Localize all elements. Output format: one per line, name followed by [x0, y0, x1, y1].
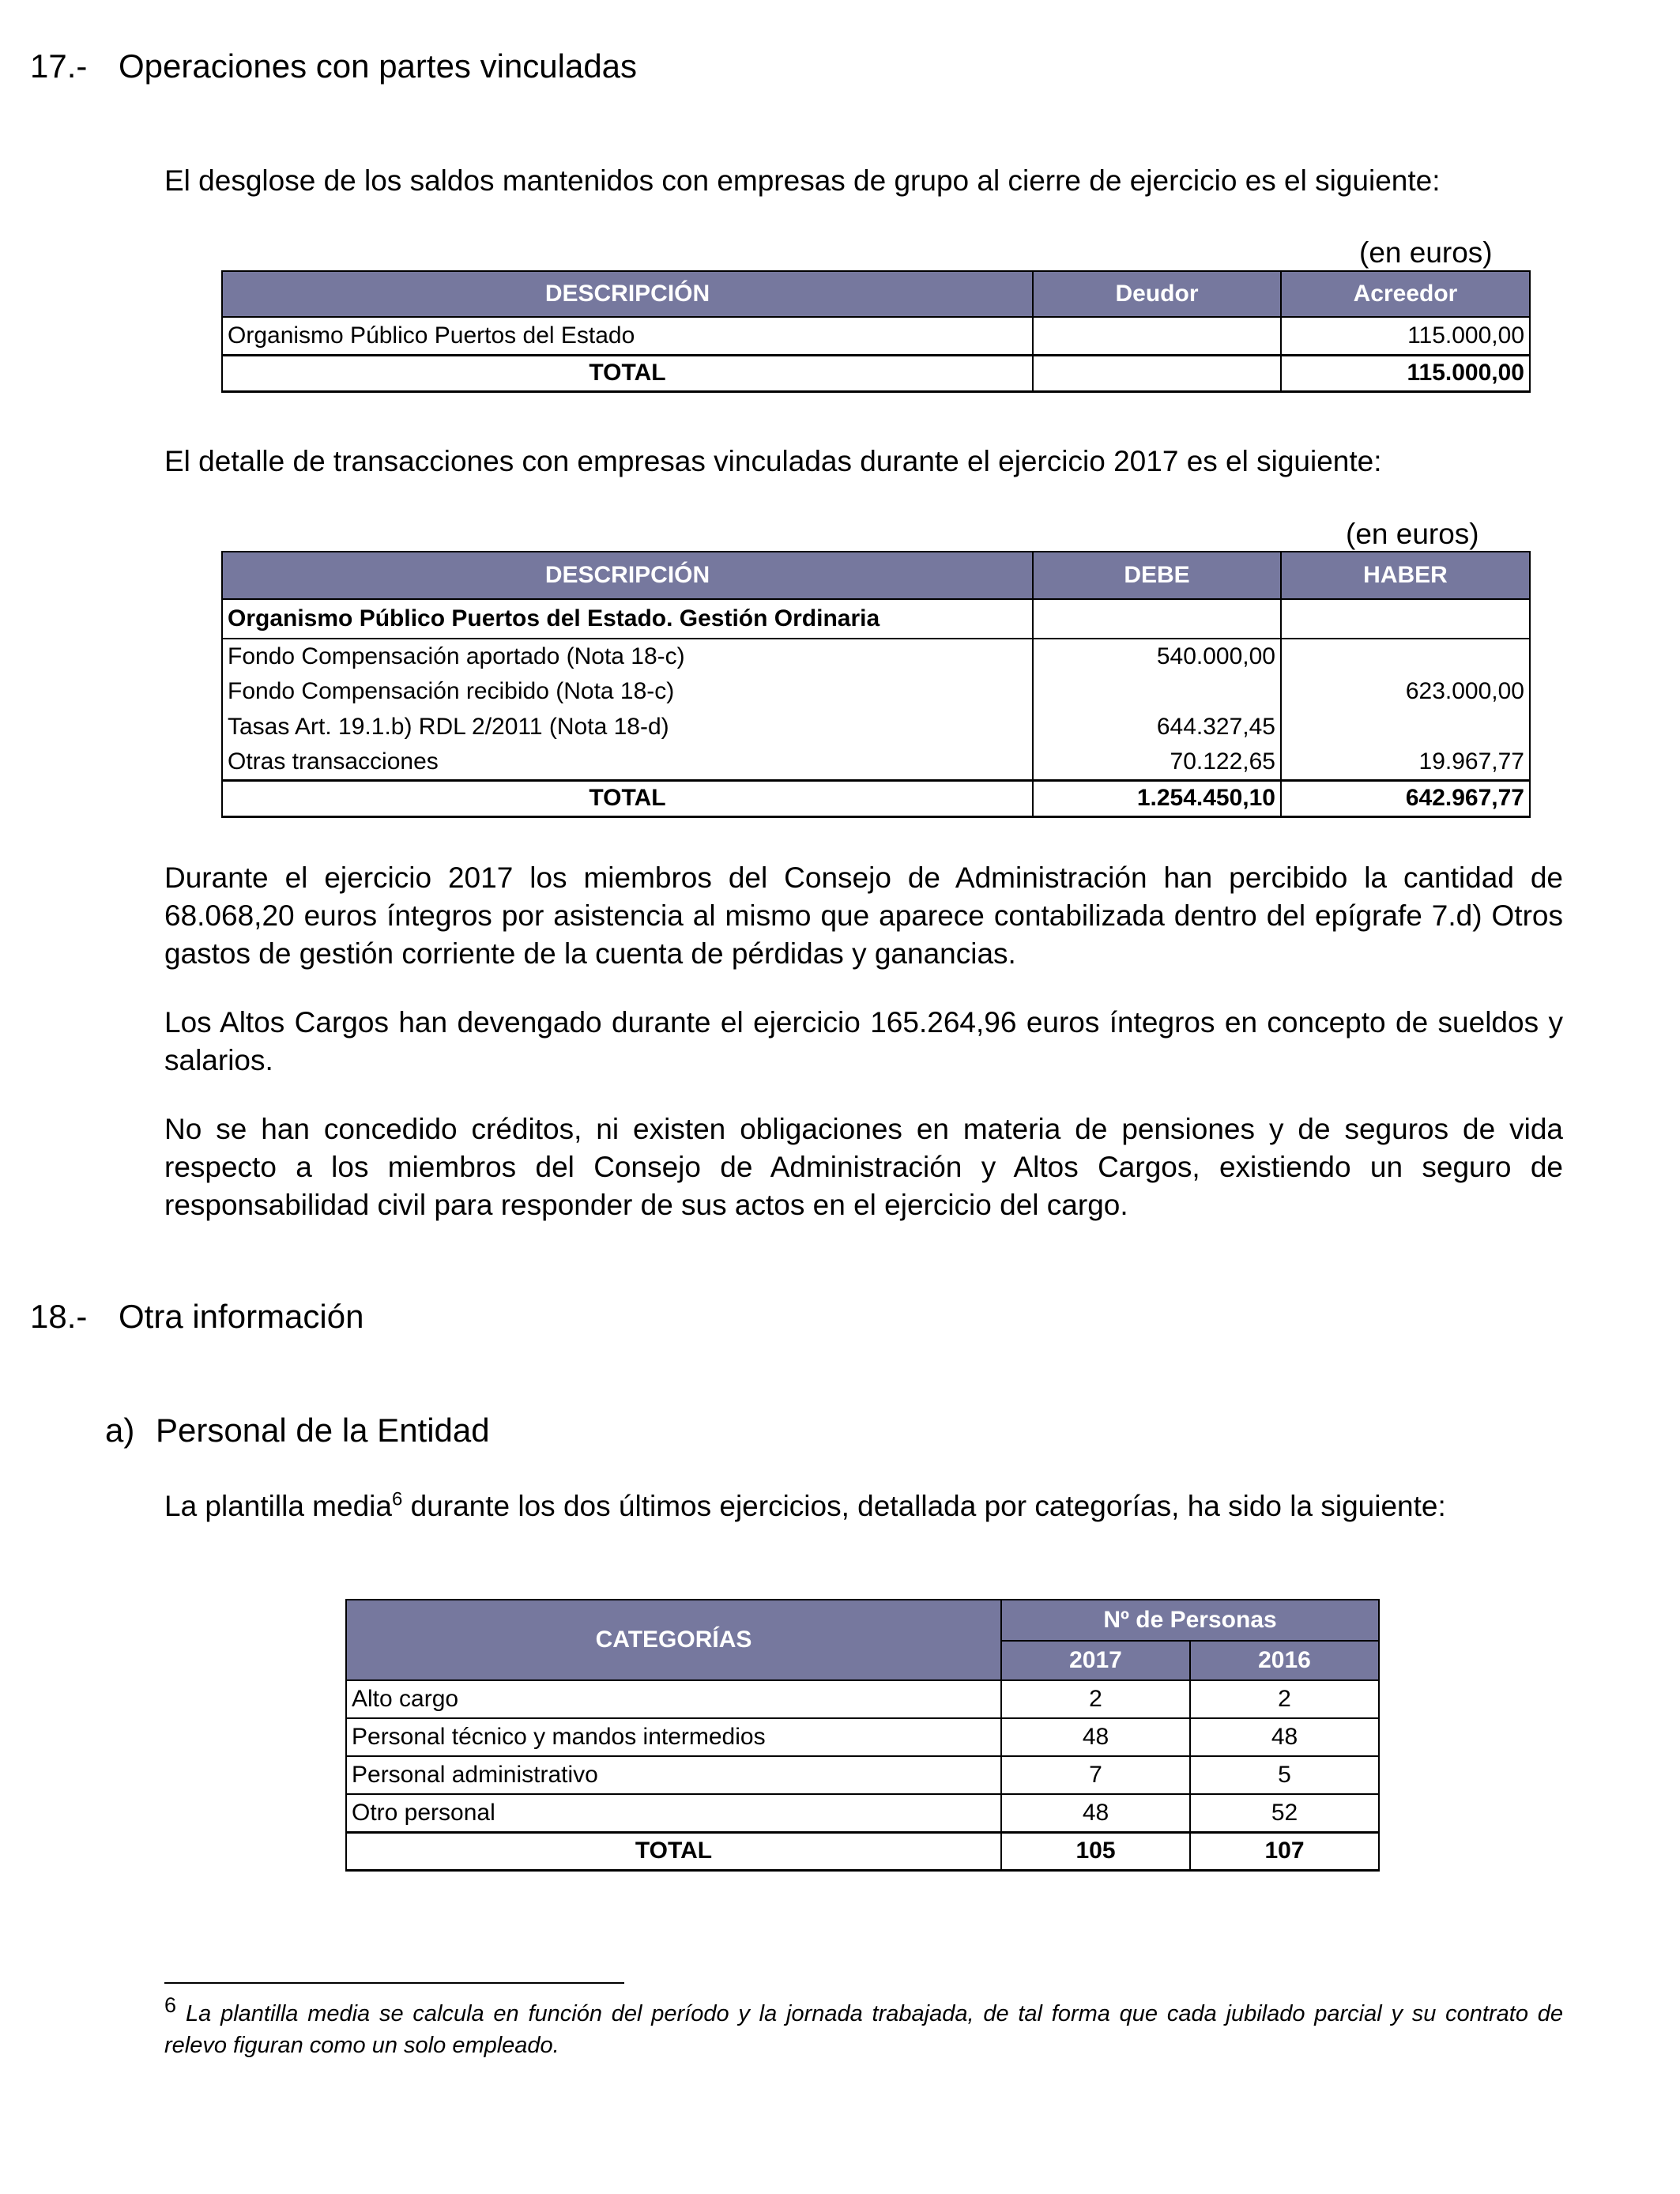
footnote-reference[interactable]: 6 — [391, 1488, 403, 1510]
section-18-number: 18.- — [30, 1298, 88, 1335]
unit-note-transactions: (en euros) — [1346, 518, 1479, 550]
paragraph-creditos: No se han concedido créditos, ni existen obligaciones en materia de pensiones y de seguros de vida respecto a los miembros del Consejo de Administración y Altos Cargos, existiendo un seguro de responsabilidad civil para responder de sus actos en el ejercicio del cargo. — [164, 1113, 1563, 1221]
footnote — [164, 1993, 1563, 2061]
table-row — [222, 317, 1530, 355]
balances-total-label: TOTAL — [222, 355, 1033, 391]
staff-header-categories: CATEGORÍAS — [346, 1600, 1001, 1680]
transactions-cell-desc: Tasas Art. 19.1.b) RDL 2/2011 (Nota 18-d) — [222, 709, 1033, 745]
balances-table — [221, 270, 1531, 393]
intro-balances: El desglose de los saldos mantenidos con empresas de grupo al cierre de ejercicio es el siguiente: — [164, 164, 1441, 197]
balances-total-row — [222, 355, 1530, 391]
staff-cell-2017: 48 — [1001, 1718, 1190, 1756]
staff-table — [345, 1599, 1380, 1872]
staff-cell-2017: 2 — [1001, 1680, 1190, 1718]
footnote-divider — [164, 1982, 624, 1984]
transactions-total-haber: 642.967,77 — [1281, 780, 1530, 816]
footnote-mark: 6 — [164, 1993, 177, 2018]
table-row — [222, 639, 1530, 673]
subsection-a-title: Personal de la Entidad — [156, 1412, 490, 1449]
staff-cell-2017: 48 — [1001, 1794, 1190, 1832]
transactions-cell-haber: 19.967,77 — [1281, 745, 1530, 780]
transactions-total-row — [222, 780, 1530, 816]
transactions-header-debe: DEBE — [1033, 552, 1281, 599]
staff-header-year-2017: 2017 — [1001, 1641, 1190, 1680]
balances-header-row — [222, 271, 1530, 317]
section-18-heading — [30, 1298, 820, 1336]
table-row — [222, 745, 1530, 780]
transactions-cell-haber — [1281, 709, 1530, 745]
transactions-total-label: TOTAL — [222, 780, 1033, 816]
staff-cell-category: Alto cargo — [346, 1680, 1001, 1718]
balances-header-acreedor: Acreedor — [1281, 271, 1530, 317]
section-17-heading — [30, 47, 820, 85]
subsection-a-label: a) — [105, 1412, 135, 1449]
transactions-cell-haber: 623.000,00 — [1281, 673, 1530, 709]
plantilla-paragraph — [164, 1487, 1446, 1525]
transactions-table — [221, 551, 1531, 818]
table-row — [346, 1756, 1379, 1794]
plantilla-text-after: durante los dos últimos ejercicios, detallada por categorías, ha sido la siguiente: — [402, 1490, 1446, 1522]
balances-cell-desc: Organismo Público Puertos del Estado — [222, 317, 1033, 355]
section-17-number: 17.- — [30, 47, 88, 85]
section-17-title: Operaciones con partes vinculadas — [119, 47, 638, 85]
transactions-cell-desc: Fondo Compensación recibido (Nota 18-c) — [222, 673, 1033, 709]
transactions-header-desc: DESCRIPCIÓN — [222, 552, 1033, 599]
footnote-text: La plantilla media se calcula en función del período y la jornada trabajada, de tal forma que cada jubilado parcial y su contrato de relevo figuran como un solo empleado. — [164, 2001, 1563, 2058]
staff-header-row-1 — [346, 1600, 1379, 1641]
transactions-header-haber: HABER — [1281, 552, 1530, 599]
staff-total-2017: 105 — [1001, 1832, 1190, 1870]
staff-cell-2016: 48 — [1190, 1718, 1379, 1756]
transactions-total-debe: 1.254.450,10 — [1033, 780, 1281, 816]
staff-total-row — [346, 1832, 1379, 1870]
intro-transactions: El detalle de transacciones con empresas vinculadas durante el ejercicio 2017 es el siguiente: — [164, 445, 1382, 477]
transactions-group-haber — [1281, 599, 1530, 639]
section-18-title: Otra información — [119, 1298, 364, 1335]
staff-cell-category: Otro personal — [346, 1794, 1001, 1832]
balances-cell-deudor — [1033, 317, 1281, 355]
staff-cell-2017: 7 — [1001, 1756, 1190, 1794]
table-row — [346, 1718, 1379, 1756]
unit-note-balances: (en euros) — [1359, 236, 1493, 269]
transactions-cell-debe — [1033, 673, 1281, 709]
transactions-cell-desc: Otras transacciones — [222, 745, 1033, 780]
staff-cell-category: Personal administrativo — [346, 1756, 1001, 1794]
staff-total-2016: 107 — [1190, 1832, 1379, 1870]
staff-total-label: TOTAL — [346, 1832, 1001, 1870]
transactions-cell-desc: Fondo Compensación aportado (Nota 18-c) — [222, 639, 1033, 673]
transactions-header-row — [222, 552, 1530, 599]
table-row — [222, 673, 1530, 709]
transactions-group-label: Organismo Público Puertos del Estado. Gestión Ordinaria — [222, 599, 1033, 639]
table-row — [346, 1680, 1379, 1718]
transactions-cell-debe: 70.122,65 — [1033, 745, 1281, 780]
balances-cell-acreedor: 115.000,00 — [1281, 317, 1530, 355]
balances-total-acreedor: 115.000,00 — [1281, 355, 1530, 391]
staff-header-group: Nº de Personas — [1001, 1600, 1379, 1641]
subsection-a-heading — [105, 1412, 816, 1449]
transactions-group-row — [222, 599, 1530, 639]
paragraph-altos-cargos: Los Altos Cargos han devengado durante el ejercicio 165.264,96 euros íntegros en concepto de sueldos y salarios. — [164, 1006, 1563, 1076]
staff-cell-category: Personal técnico y mandos intermedios — [346, 1718, 1001, 1756]
balances-total-deudor — [1033, 355, 1281, 391]
transactions-cell-debe: 540.000,00 — [1033, 639, 1281, 673]
staff-cell-2016: 5 — [1190, 1756, 1379, 1794]
balances-header-deudor: Deudor — [1033, 271, 1281, 317]
transactions-group-debe — [1033, 599, 1281, 639]
staff-cell-2016: 52 — [1190, 1794, 1379, 1832]
balances-header-desc: DESCRIPCIÓN — [222, 271, 1033, 317]
plantilla-text-before: La plantilla media — [164, 1490, 392, 1522]
staff-header-year-2016: 2016 — [1190, 1641, 1379, 1680]
table-row — [346, 1794, 1379, 1832]
transactions-cell-haber — [1281, 639, 1530, 673]
table-row — [222, 709, 1530, 745]
transactions-cell-debe: 644.327,45 — [1033, 709, 1281, 745]
paragraph-consejo: Durante el ejercicio 2017 los miembros del Consejo de Administración han percibido la cantidad de 68.068,20 euros íntegros por asistencia al mismo que aparece contabilizada dentro del epígrafe 7.d) Otros gastos de gestión corriente de la cuenta de pérdidas y ganancias. — [164, 861, 1563, 970]
staff-cell-2016: 2 — [1190, 1680, 1379, 1718]
